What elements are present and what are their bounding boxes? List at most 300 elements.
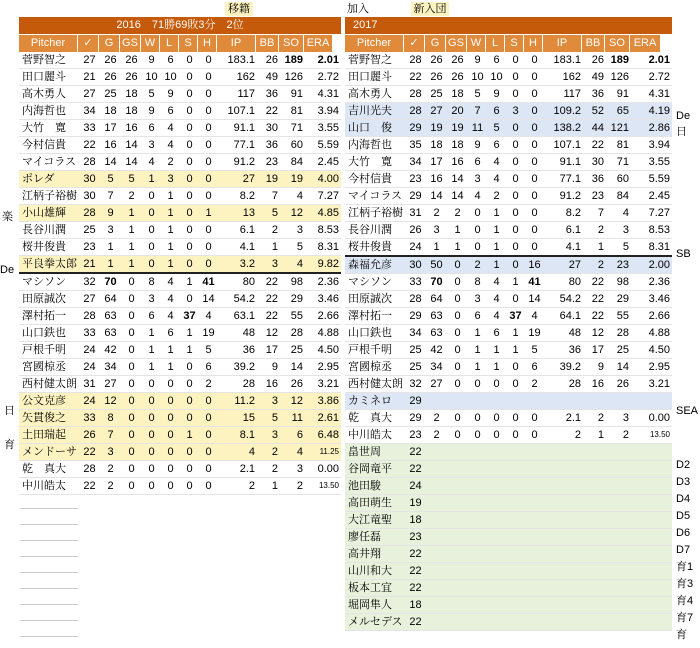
stat-cell: 4.31 xyxy=(305,86,341,103)
stat-cell: 1 xyxy=(161,222,180,239)
stat-cell: 22 xyxy=(405,444,426,461)
stat-cell: 91.1 xyxy=(544,154,583,171)
stat-cell xyxy=(544,461,583,478)
stat-cell: 41 xyxy=(525,274,544,291)
stat-cell: 1 xyxy=(506,325,525,342)
stat-cell: 91.2 xyxy=(218,154,257,171)
stat-cell: 29 xyxy=(405,393,426,410)
stat-cell: 27 xyxy=(426,103,447,120)
stat-cell: 19 xyxy=(447,120,468,137)
stat-cell: 7 xyxy=(583,205,606,222)
stat-cell: 0 xyxy=(180,256,199,274)
right-note-d7: D7 xyxy=(676,544,691,556)
stat-cell: 9 xyxy=(583,359,606,376)
stat-cell: 0 xyxy=(525,222,544,239)
stat-cell: 3 xyxy=(257,393,280,410)
stat-cell: 26 xyxy=(280,376,305,393)
stat-cell: 15 xyxy=(218,410,257,427)
stat-cell xyxy=(506,393,525,410)
stat-cell: 2 xyxy=(487,188,506,205)
stat-cell xyxy=(426,597,447,614)
stat-cell: 25 xyxy=(100,86,121,103)
pitcher-name: 小山雄輝 xyxy=(19,205,79,222)
stat-cell: 1 xyxy=(487,256,506,274)
stat-cell: 11 xyxy=(468,120,487,137)
stat-cell: 4 xyxy=(161,137,180,154)
stat-cell: 17 xyxy=(426,154,447,171)
stat-cell: 49 xyxy=(257,69,280,86)
stat-cell xyxy=(426,461,447,478)
stat-cell: 22 xyxy=(405,461,426,478)
stat-cell: 1 xyxy=(180,342,199,359)
pitcher-row xyxy=(19,222,341,239)
stat-cell: 80 xyxy=(218,273,257,291)
stat-cell: 3 xyxy=(100,444,121,461)
stat-cell: 1 xyxy=(161,359,180,376)
col-age-icon: ✓ xyxy=(78,35,98,52)
stat-cell: 11 xyxy=(280,410,305,427)
pitcher-row xyxy=(345,291,672,308)
stat-cell xyxy=(606,614,631,631)
stat-cell: 4.1 xyxy=(218,239,257,256)
stat-cell: 5 xyxy=(606,239,631,257)
right-note-ikusei1: 育1 xyxy=(676,561,694,573)
stat-cell: 13.50 xyxy=(305,478,341,495)
stat-cell xyxy=(468,580,487,597)
season-2017-title: 2017 xyxy=(353,19,378,31)
stat-cell: 3 xyxy=(257,427,280,444)
pitcher-name: 森福允彦 xyxy=(345,256,405,274)
stat-cell: 4 xyxy=(280,444,305,461)
stat-cell: 6 xyxy=(142,120,161,137)
col-so: SO xyxy=(279,35,303,52)
stat-cell: 0 xyxy=(161,410,180,427)
stat-cell: 22 xyxy=(257,103,280,120)
stat-cell: 10 xyxy=(161,69,180,86)
stat-cell: 0 xyxy=(180,86,199,103)
pitcher-row xyxy=(19,52,341,69)
stat-cell: 2.72 xyxy=(305,69,341,86)
stat-cell: 19 xyxy=(257,171,280,188)
stat-cell: 17 xyxy=(583,342,606,359)
stat-cell xyxy=(544,580,583,597)
col-gs: GS xyxy=(446,35,466,52)
stat-cell: 0 xyxy=(487,427,506,444)
stat-cell: 19 xyxy=(525,325,544,342)
stat-cell: 0 xyxy=(180,478,199,495)
stat-cell: 138.2 xyxy=(544,120,583,137)
stat-cell: 162 xyxy=(218,69,257,86)
stat-cell: 6 xyxy=(199,359,218,376)
stat-cell: 36 xyxy=(257,86,280,103)
stat-cell: 9 xyxy=(142,103,161,120)
stat-cell: 13 xyxy=(218,205,257,222)
stat-cell: 16 xyxy=(257,376,280,393)
pitcher-row xyxy=(345,529,672,546)
stat-cell: 27 xyxy=(426,376,447,393)
stat-cell: 0 xyxy=(142,256,161,274)
stat-cell: 0 xyxy=(525,103,544,120)
pitcher-row xyxy=(345,478,672,495)
stat-cell: 189 xyxy=(606,52,631,69)
stat-cell: 2 xyxy=(426,427,447,444)
stat-cell: 28 xyxy=(218,376,257,393)
stat-cell: 48 xyxy=(218,325,257,342)
stat-cell: 2.66 xyxy=(305,308,341,325)
stat-cell: 0 xyxy=(447,359,468,376)
stat-cell xyxy=(525,529,544,546)
stat-cell: 1 xyxy=(121,239,142,256)
stat-cell: 63.1 xyxy=(218,308,257,325)
stat-cell: 54.2 xyxy=(218,291,257,308)
stat-cell xyxy=(506,529,525,546)
stat-cell xyxy=(447,478,468,495)
stat-cell: 9 xyxy=(468,52,487,69)
stat-cell: 6 xyxy=(525,359,544,376)
stat-cell: 91 xyxy=(606,86,631,103)
stat-cell: 29 xyxy=(405,188,426,205)
stat-cell xyxy=(447,512,468,529)
stat-cell: 1 xyxy=(487,205,506,222)
stat-cell: 3.86 xyxy=(305,393,341,410)
stat-cell: 1 xyxy=(426,239,447,257)
stat-cell: 4.31 xyxy=(631,86,672,103)
stat-cell: 0 xyxy=(180,461,199,478)
pitcher-name: 高木勇人 xyxy=(19,86,79,103)
stat-cell: 9 xyxy=(161,86,180,103)
right-note-d2: D2 xyxy=(676,459,691,471)
stat-cell: 0 xyxy=(142,427,161,444)
pitcher-name: 宮國椋丞 xyxy=(345,359,405,376)
pitcher-row xyxy=(19,188,341,205)
stat-cell: 14 xyxy=(199,291,218,308)
stat-cell: 2.86 xyxy=(631,120,672,137)
stat-cell xyxy=(525,563,544,580)
stat-cell: 1 xyxy=(100,256,121,274)
stat-cell: 3 xyxy=(280,222,305,239)
stat-cell: 0 xyxy=(180,359,199,376)
left-note-rakuten: 楽 xyxy=(2,211,13,223)
stat-cell xyxy=(506,461,525,478)
pitcher-row xyxy=(19,86,341,103)
stat-cell: 25 xyxy=(405,359,426,376)
stat-cell: 0 xyxy=(525,120,544,137)
stat-cell: 12 xyxy=(280,205,305,222)
stat-cell: 25 xyxy=(280,342,305,359)
stat-cell xyxy=(583,614,606,631)
stat-cell xyxy=(525,461,544,478)
add-label: 加入 xyxy=(347,3,369,15)
stat-cell: 4 xyxy=(487,274,506,291)
stat-cell: 36 xyxy=(583,86,606,103)
stat-cell: 22 xyxy=(257,273,280,291)
stat-cell: 98 xyxy=(280,273,305,291)
stat-cell: 14 xyxy=(100,154,121,171)
stat-cell: 33 xyxy=(405,274,426,291)
stat-cell: 4 xyxy=(142,154,161,171)
stat-cell: 2 xyxy=(100,461,121,478)
stat-cell xyxy=(447,614,468,631)
stat-cell: 0 xyxy=(199,427,218,444)
stat-cell: 2.72 xyxy=(631,69,672,86)
stat-cell xyxy=(544,444,583,461)
stat-cell: 23 xyxy=(606,256,631,274)
stat-cell: 36 xyxy=(257,137,280,154)
stat-cell: 0 xyxy=(180,171,199,188)
stat-cell: 1 xyxy=(583,427,606,444)
stat-cell: 1 xyxy=(468,359,487,376)
stat-cell: 14 xyxy=(447,188,468,205)
stat-cell: 34 xyxy=(405,154,426,171)
stat-cell: 22 xyxy=(257,308,280,325)
stat-cell: 1 xyxy=(506,274,525,291)
stat-cell: 77.1 xyxy=(544,171,583,188)
stat-cell: 0 xyxy=(199,120,218,137)
pitcher-row xyxy=(345,614,672,631)
pitcher-row xyxy=(19,427,341,444)
stat-cell: 2 xyxy=(544,427,583,444)
pitching-table-2017 xyxy=(345,52,672,631)
stat-cell xyxy=(544,563,583,580)
stat-cell: 0 xyxy=(506,171,525,188)
stat-cell: 26 xyxy=(121,52,142,69)
stat-cell: 44 xyxy=(583,120,606,137)
stat-cell xyxy=(631,614,672,631)
stat-cell: 2.1 xyxy=(544,410,583,427)
stat-cell: 6.1 xyxy=(218,222,257,239)
stat-cell: 16 xyxy=(525,256,544,274)
stat-cell: 0 xyxy=(468,222,487,239)
stat-cell: 11.25 xyxy=(305,444,341,461)
stat-cell xyxy=(426,512,447,529)
stat-cell: 0 xyxy=(468,410,487,427)
stat-cell xyxy=(506,512,525,529)
stat-cell xyxy=(468,444,487,461)
stat-cell: 6 xyxy=(280,427,305,444)
stat-cell xyxy=(426,478,447,495)
stat-cell: 8.31 xyxy=(631,239,672,257)
stat-cell: 22 xyxy=(583,308,606,325)
stat-cell: 1 xyxy=(180,427,199,444)
stat-cell: 0 xyxy=(180,154,199,171)
stat-cell: 7 xyxy=(468,103,487,120)
stat-cell: 0 xyxy=(161,478,180,495)
stat-cell: 4 xyxy=(161,291,180,308)
stat-cell: 0 xyxy=(506,52,525,69)
stat-cell xyxy=(468,597,487,614)
stat-cell: 0 xyxy=(199,239,218,256)
col-pitcher: Pitcher xyxy=(19,35,77,52)
stat-cell xyxy=(447,529,468,546)
stat-cell xyxy=(525,444,544,461)
stat-cell: 8.1 xyxy=(218,427,257,444)
pitcher-name: 田口麗斗 xyxy=(345,69,405,86)
stat-cell xyxy=(544,529,583,546)
stat-cell: 0 xyxy=(199,86,218,103)
transfer-label: 移籍 xyxy=(225,2,253,16)
stat-cell: 0 xyxy=(487,410,506,427)
stat-cell: 84 xyxy=(280,154,305,171)
stat-cell: 0 xyxy=(525,188,544,205)
stat-cell: 189 xyxy=(280,52,305,69)
stat-cell: 55 xyxy=(280,308,305,325)
stat-cell: 0 xyxy=(199,69,218,86)
stat-cell xyxy=(447,546,468,563)
pitcher-row xyxy=(19,308,341,325)
stat-cell xyxy=(487,614,506,631)
stat-cell: 7 xyxy=(257,188,280,205)
right-column-headers xyxy=(345,35,661,52)
stat-cell: 24 xyxy=(405,239,426,257)
stat-cell xyxy=(487,495,506,512)
right-note-sb: SB xyxy=(676,248,691,260)
blank-line xyxy=(20,636,78,637)
stat-cell: 0 xyxy=(468,376,487,393)
pitcher-row xyxy=(345,410,672,427)
stat-cell: 70 xyxy=(426,274,447,291)
pitcher-name: メルセデス xyxy=(345,614,405,631)
stat-cell: 3 xyxy=(257,256,280,274)
stat-cell: 0 xyxy=(121,325,142,342)
stat-cell: 22 xyxy=(583,274,606,291)
stat-cell: 4.00 xyxy=(305,171,341,188)
col-h: H xyxy=(198,35,216,52)
stat-cell: 1 xyxy=(447,239,468,257)
stat-cell: 6 xyxy=(487,103,506,120)
stat-cell: 1 xyxy=(199,205,218,222)
stat-cell: 162 xyxy=(544,69,583,86)
stat-cell: 0 xyxy=(121,376,142,393)
stat-cell xyxy=(583,495,606,512)
pitcher-name: 澤村拓一 xyxy=(19,308,79,325)
stat-cell: 6.48 xyxy=(305,427,341,444)
stat-cell xyxy=(426,614,447,631)
stat-cell xyxy=(487,563,506,580)
stat-cell xyxy=(544,495,583,512)
stat-cell: 0 xyxy=(525,86,544,103)
stat-cell: 22 xyxy=(79,478,100,495)
stat-cell: 16 xyxy=(100,137,121,154)
stat-cell: 21 xyxy=(79,69,100,86)
stat-cell: 12 xyxy=(100,393,121,410)
season-2016-header xyxy=(19,17,341,34)
stat-cell: 0 xyxy=(506,86,525,103)
col-era: ERA xyxy=(304,35,332,52)
stat-cell: 3 xyxy=(426,222,447,239)
stat-cell: 16 xyxy=(426,171,447,188)
stat-cell: 6.1 xyxy=(544,222,583,239)
stat-cell xyxy=(631,546,672,563)
stat-cell: 0 xyxy=(525,154,544,171)
pitcher-name: 田口麗斗 xyxy=(19,69,79,86)
stat-cell: 1 xyxy=(161,342,180,359)
stat-cell: 3.46 xyxy=(631,291,672,308)
stat-cell: 0 xyxy=(180,410,199,427)
stat-cell: 1 xyxy=(161,256,180,274)
stat-cell xyxy=(426,580,447,597)
pitcher-row xyxy=(345,69,672,86)
pitcher-name: 内海哲也 xyxy=(19,103,79,120)
stat-cell xyxy=(506,495,525,512)
pitcher-name: 山口鉄也 xyxy=(19,325,79,342)
stat-cell xyxy=(447,580,468,597)
stat-cell: 14 xyxy=(525,291,544,308)
stat-cell: 24 xyxy=(79,359,100,376)
stat-cell: 14 xyxy=(280,359,305,376)
stat-cell xyxy=(426,563,447,580)
stat-cell: 5 xyxy=(468,86,487,103)
pitcher-row xyxy=(345,274,672,291)
stat-cell: 2 xyxy=(447,205,468,222)
stat-cell: 2.36 xyxy=(305,273,341,291)
stat-cell: 25 xyxy=(79,222,100,239)
stat-cell: 64 xyxy=(426,291,447,308)
stat-cell: 18 xyxy=(121,86,142,103)
stat-cell xyxy=(487,580,506,597)
stat-cell: 5 xyxy=(121,171,142,188)
stat-cell xyxy=(447,444,468,461)
pitcher-name: 西村健太朗 xyxy=(345,376,405,393)
stat-cell: 1 xyxy=(487,239,506,257)
pitcher-row xyxy=(345,120,672,137)
stat-cell: 0.00 xyxy=(631,410,672,427)
stat-cell xyxy=(426,495,447,512)
stat-cell: 5.59 xyxy=(305,137,341,154)
stat-cell: 0 xyxy=(506,137,525,154)
stat-cell: 30 xyxy=(405,256,426,274)
pitcher-name: 西村健太朗 xyxy=(19,376,79,393)
stat-cell: 4.88 xyxy=(305,325,341,342)
stat-cell: 10 xyxy=(487,69,506,86)
stat-cell: 1 xyxy=(468,325,487,342)
stat-cell: 3.46 xyxy=(305,291,341,308)
stat-cell: 0 xyxy=(525,205,544,222)
stat-cell: 0 xyxy=(199,256,218,274)
stat-cell xyxy=(468,614,487,631)
stat-cell: 80 xyxy=(544,274,583,291)
stat-cell xyxy=(506,614,525,631)
stat-cell: 16 xyxy=(583,376,606,393)
stat-cell: 9 xyxy=(257,359,280,376)
stat-cell: 117 xyxy=(218,86,257,103)
stat-cell xyxy=(447,393,468,410)
stat-cell xyxy=(631,393,672,410)
stat-cell: 33 xyxy=(79,410,100,427)
stat-cell: 22 xyxy=(583,291,606,308)
stat-cell: 9 xyxy=(100,205,121,222)
pitcher-row xyxy=(345,86,672,103)
pitcher-row xyxy=(19,256,341,274)
pitcher-row xyxy=(345,308,672,325)
stat-cell xyxy=(631,563,672,580)
stat-cell: 0 xyxy=(525,52,544,69)
stat-cell: 0 xyxy=(199,410,218,427)
pitcher-row xyxy=(345,359,672,376)
stat-cell xyxy=(631,461,672,478)
pitcher-name: 菅野智之 xyxy=(19,52,79,69)
stat-cell: 4 xyxy=(280,188,305,205)
pitcher-name: マシソン xyxy=(345,274,405,291)
stat-cell: 14 xyxy=(447,171,468,188)
pitcher-name: 高井翔 xyxy=(345,546,405,563)
stat-cell xyxy=(583,580,606,597)
stat-cell: 0 xyxy=(180,444,199,461)
pitcher-name: 廖任磊 xyxy=(345,529,405,546)
stat-cell: 0 xyxy=(121,427,142,444)
stat-cell xyxy=(468,478,487,495)
pitcher-row xyxy=(19,478,341,495)
stat-cell: 1 xyxy=(257,239,280,256)
